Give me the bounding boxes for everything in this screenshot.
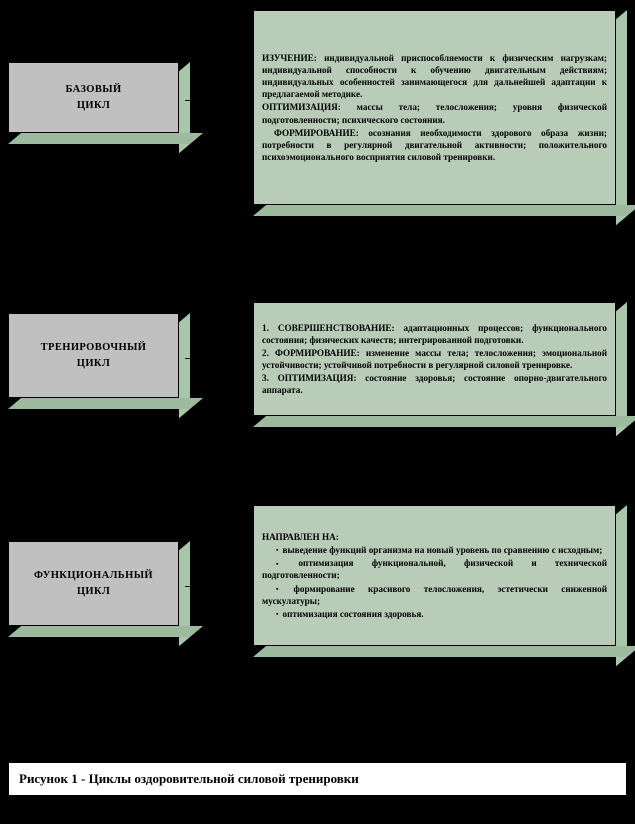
connector-line-training bbox=[185, 358, 255, 359]
cycle-content-base bbox=[253, 10, 627, 216]
cycle-name-line1: ТРЕНИРОВОЧНЫЙ bbox=[40, 342, 147, 354]
content-bullet bbox=[262, 608, 607, 620]
block-shadow-bottom bbox=[253, 646, 635, 657]
content-bullet-text: выведение функций организма на новый уровень по сравнению с исходным; bbox=[282, 545, 603, 556]
cycle-name-line2: ЦИКЛ bbox=[76, 585, 111, 597]
content-paragraph: 2. ФОРМИРОВАНИЕ: изменение массы тела; телосложения; эмоциональной устойчивости; устойчивой потребности в регулярной силовой тренировке. bbox=[262, 347, 607, 370]
block-shadow-bottom bbox=[253, 205, 635, 216]
connector-line-base bbox=[185, 100, 255, 101]
cycle-content-training-text bbox=[262, 322, 607, 398]
cycle-block-functional-label bbox=[28, 568, 159, 598]
cycle-block-base-face bbox=[8, 62, 179, 133]
cycle-content-training-face bbox=[253, 302, 616, 416]
content-paragraph: ИЗУЧЕНИЕ: индивидуальной приспособляемости к физическим нагрузкам; индивидуальной способности к обучению двигательным действиям; индивидуальных особенностей занимающегося для дальнейшей адаптации к предлагаемой методике. bbox=[262, 52, 607, 100]
cycle-name-line2: ЦИКЛ bbox=[76, 357, 111, 369]
figure-caption-bar bbox=[8, 762, 627, 796]
content-paragraph: ОПТИМИЗАЦИЯ: массы тела; телосложения; уровня физической подготовленности; психического состояния. bbox=[262, 102, 607, 125]
content-paragraph: ФОРМИРОВАНИЕ: осознания необходимости здорового образа жизни; потребности в регулярной двигательной активности; положительного психоэмоционального восприятия силовой тренировки. bbox=[262, 127, 607, 162]
block-shadow-right bbox=[616, 10, 627, 225]
cycle-content-base-face bbox=[253, 10, 616, 205]
cycle-block-training bbox=[8, 313, 190, 409]
square-bullet-icon: ▪ bbox=[276, 584, 290, 593]
content-bullet-text: оптимизация состояния здоровья. bbox=[282, 608, 424, 619]
connector-line-functional bbox=[185, 586, 255, 587]
block-shadow-right bbox=[616, 505, 627, 666]
square-bullet-icon: ▪ bbox=[276, 546, 279, 555]
cycle-block-base bbox=[8, 62, 190, 144]
cycle-content-functional bbox=[253, 505, 627, 657]
cycle-content-base-text bbox=[262, 52, 607, 164]
content-paragraph: 1. СОВЕРШЕНСТВОВАНИЕ: адаптационных процессов; функционального состояния; физических качеств; интегрированной подготовки. bbox=[262, 322, 607, 345]
cycle-block-base-label bbox=[59, 82, 127, 112]
cycle-name-line1: ФУНКЦИОНАЛЬНЫЙ bbox=[34, 570, 153, 582]
cycle-content-functional-face bbox=[253, 505, 616, 646]
cycle-content-training bbox=[253, 302, 627, 427]
content-bullet bbox=[262, 583, 607, 607]
content-bullet-text: формирование красивого телосложения, эстетически сниженной мускулатуры; bbox=[262, 583, 608, 606]
square-bullet-icon: ▪ bbox=[276, 610, 279, 619]
block-shadow-bottom bbox=[8, 398, 203, 409]
figure-caption: Рисунок 1 - Циклы оздоровительной силовой тренировки bbox=[19, 771, 359, 786]
content-bullet-text: оптимизация функциональной, физической и технической подготовленности; bbox=[262, 558, 607, 581]
cycle-name-line1: БАЗОВЫЙ bbox=[65, 84, 122, 96]
square-bullet-icon: ▪ bbox=[276, 559, 295, 568]
cycle-block-training-face bbox=[8, 313, 179, 398]
cycle-block-functional-face bbox=[8, 541, 179, 626]
cycle-content-functional-text bbox=[262, 531, 607, 621]
content-bullet bbox=[262, 544, 607, 556]
content-paragraph: 3. ОПТИМИЗАЦИЯ: состояние здоровья; состояние опорно-двигательного аппарата. bbox=[262, 373, 607, 396]
cycle-block-training-label bbox=[35, 340, 153, 370]
block-shadow-bottom bbox=[8, 133, 203, 144]
cycle-block-functional bbox=[8, 541, 190, 637]
content-bullet bbox=[262, 557, 607, 581]
content-heading: НАПРАВЛЕН НА: bbox=[262, 532, 339, 542]
block-shadow-bottom bbox=[8, 626, 203, 637]
block-shadow-bottom bbox=[253, 416, 635, 427]
cycle-name-line2: ЦИКЛ bbox=[76, 99, 111, 111]
